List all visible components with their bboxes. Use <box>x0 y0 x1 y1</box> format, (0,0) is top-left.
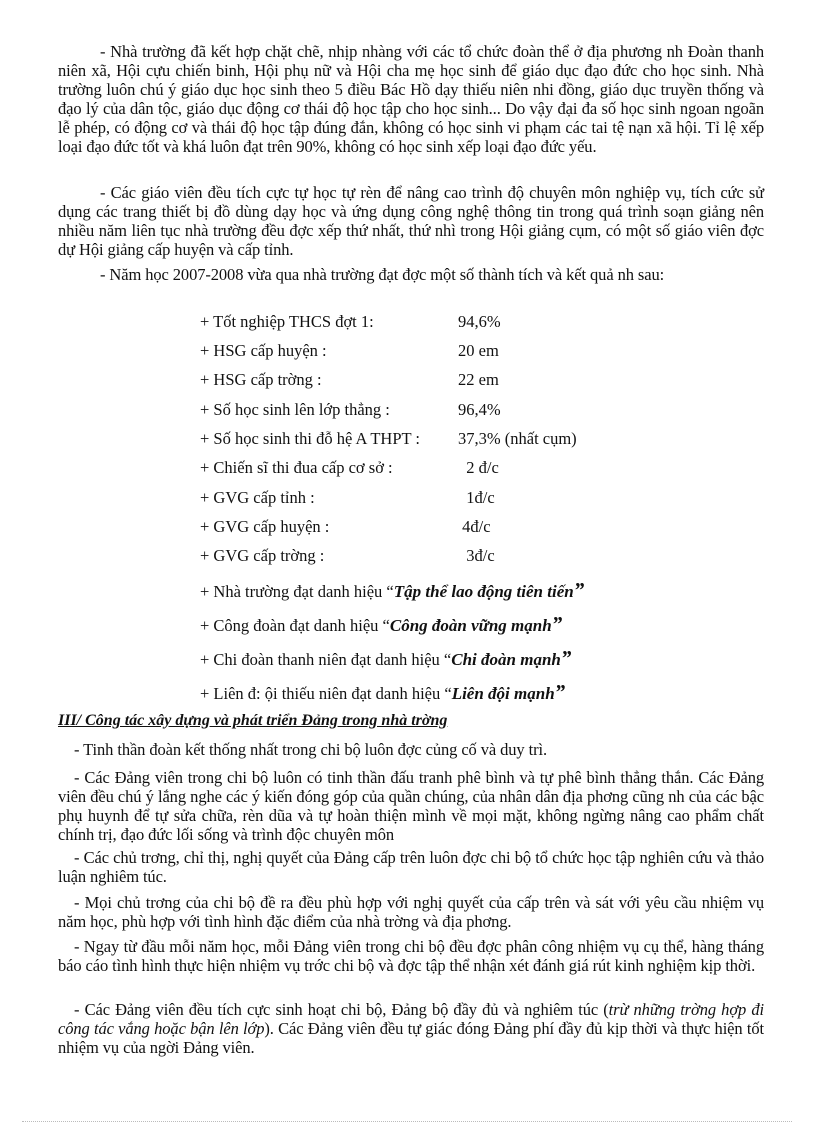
result-label: + Số học sinh lên lớp thẳng : <box>200 400 390 419</box>
result-row <box>200 341 499 361</box>
award-quote: ” <box>554 680 566 704</box>
section-heading: III/ Công tác xây dựng và phát triển Đảng trong nhà trờng <box>58 712 448 729</box>
result-label: + GVG cấp tỉnh : <box>200 488 315 507</box>
result-label: + Tốt nghiệp THCS đợt 1: <box>200 312 374 331</box>
award-title: Tập thể lao động tiên tiến <box>393 582 574 601</box>
result-value: 20 em <box>458 341 499 360</box>
result-row <box>200 488 495 508</box>
italic-note: trừ những trờng hợp đi công tác vắng hoặc bận lên lớp <box>58 1000 764 1038</box>
result-row <box>200 517 491 537</box>
result-label: + HSG cấp huyện : <box>200 341 327 360</box>
award-row <box>200 680 565 705</box>
award-row <box>200 612 562 637</box>
text-run: - Các Đảng viên đều tích cực sinh hoạt chi bộ, Đảng bộ đầy đủ và nghiêm túc ( <box>74 1000 609 1019</box>
award-quote: ” <box>573 578 585 602</box>
result-value: 2 đ/c <box>458 458 499 477</box>
result-row <box>200 312 501 332</box>
award-prefix: + Chi đoàn thanh niên đạt danh hiệu “ <box>200 650 452 669</box>
award-quote: ” <box>551 612 563 636</box>
award-row <box>200 578 584 603</box>
result-value: 37,3% (nhất cụm) <box>458 429 577 448</box>
award-prefix: + Công đoàn đạt danh hiệu “ <box>200 616 390 635</box>
result-value: 4đ/c <box>458 517 491 536</box>
text-run: ). Các Đảng viên đều tự giác đóng Đảng phí đầy đủ kịp thời và thực hiện tốt nhiệm vụ của ngời Đảng viên. <box>58 1019 764 1057</box>
award-title: Chi đoàn mạnh <box>451 650 561 669</box>
paragraph-party-directives: - Các chủ trơng, chỉ thị, nghị quyết của Đảng cấp trên luôn đợc chi bộ tổ chức học tập nghiên cứu và thảo luận nghiêm túc. <box>58 848 764 886</box>
award-prefix: + Liên đ: ội thiếu niên đạt danh hiệu “ <box>200 684 452 703</box>
award-row <box>200 646 571 671</box>
paragraph-party-assignments: - Ngay từ đầu mỗi năm học, mỗi Đảng viên trong chi bộ đều đợc phân công nhiệm vụ cụ thể, hàng tháng báo cáo tình hình thực hiện nhiệm vụ trớc chi bộ và đợc tập thể nhận xét đánh giá rút kinh nghiệm kịp thời. <box>58 937 764 975</box>
result-row <box>200 400 501 420</box>
result-value: 22 em <box>458 370 499 389</box>
paragraph-party-policies: - Mọi chủ trơng của chi bộ đề ra đều phù hợp với nghị quyết của cấp trên và sát với yêu cầu nhiệm vụ năm học, phù hợp với tình hình đặc điểm của nhà trờng và địa phơng. <box>58 893 764 931</box>
result-value: 1đ/c <box>458 488 495 507</box>
paragraph-community-education: - Nhà trường đã kết hợp chặt chẽ, nhịp nhàng với các tổ chức đoàn thể ở địa phương nh Đoàn thanh niên xã, Hội cựu chiến binh, Hội phụ nữ và Hội cha mẹ học sinh để giáo dục đạo đức cho học sinh. Nhà trường luôn chú ý giáo dục học sinh theo 5 điều Bác Hồ dạy thiếu niên nhi đồng, giáo dục truyền thống và đạo lý của dân tộc, giáo dục động cơ thái độ học tập cho học sinh... Do vậy đại đa số học sinh ngoan ngoãn lễ phép, có động cơ và thái độ học tập đúng đắn, không có học sinh vi phạm các tai tệ nạn xã hội. Tỉ lệ xếp loại đạo đức tốt và khá luôn đạt trên 90%, không có học sinh xếp loại đạo đức yếu. <box>58 42 764 156</box>
paragraph-teacher-development: - Các giáo viên đều tích cực tự học tự rèn để nâng cao trình độ chuyên môn nghiệp vụ, tích cức sử dụng các trang thiết bị đồ dùng dạy học và ứng dụng công nghệ thông tin trong quá trình soạn giảng nên nhiều năm liên tục nhà trường đều đợc xếp thứ nhất, thứ nhì trong Hội giảng cụm, có một số giáo viên đợc dự Hội giảng cấp huyện và cấp tỉnh. <box>58 183 764 259</box>
result-label: + GVG cấp trờng : <box>200 546 325 565</box>
result-label: + GVG cấp huyện : <box>200 517 330 536</box>
result-value: 96,4% <box>458 400 501 419</box>
result-row <box>200 458 499 478</box>
paragraph-party-criticism: - Các Đảng viên trong chi bộ luôn có tinh thần đấu tranh phê bình và tự phê bình thẳng thắn. Các Đảng viên đều chú ý lắng nghe các ý kiến đóng góp của quần chúng, của nhân dân địa phơng cũng nh của các bậc phụ huynh để tự sửa chữa, rèn dũa và tự hoàn thiện mình về mọi mặt, không ngừng nâng cao phẩm chất chính trị, đạo đức lối sống và trình độc chuyên môn <box>58 768 764 844</box>
paragraph-party-activities <box>58 1000 764 1057</box>
result-label: + Số học sinh thi đỗ hệ A THPT : <box>200 429 421 448</box>
result-label: + HSG cấp trờng : <box>200 370 322 389</box>
award-prefix: + Nhà trường đạt danh hiệu “ <box>200 582 394 601</box>
result-value: 3đ/c <box>458 546 495 565</box>
paragraph-results-intro: - Năm học 2007-2008 vừa qua nhà trường đạt đợc một số thành tích và kết quả nh sau: <box>100 265 665 284</box>
award-quote: ” <box>560 646 572 670</box>
result-label: + Chiến sĩ thi đua cấp cơ sở : <box>200 458 393 477</box>
result-row <box>200 546 495 566</box>
result-row <box>200 429 577 449</box>
award-title: Công đoàn vững mạnh <box>389 616 552 635</box>
page-bottom-divider <box>22 1121 792 1122</box>
result-row <box>200 370 499 390</box>
award-title: Liên đội mạnh <box>451 684 555 703</box>
result-value: 94,6% <box>458 312 501 331</box>
paragraph-party-unity: - Tinh thần đoàn kết thống nhất trong chi bộ luôn đợc củng cố và duy trì. <box>74 740 547 759</box>
